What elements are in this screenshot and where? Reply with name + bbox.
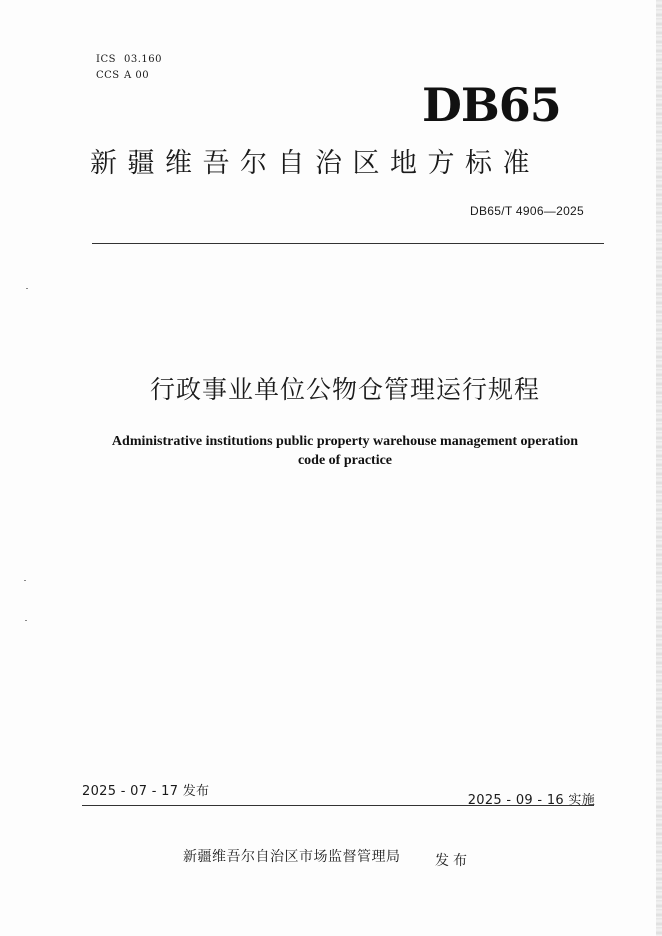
- publish-label: 发布: [435, 853, 471, 869]
- title-chinese: 行政事业单位公物仓管理运行规程: [149, 375, 540, 404]
- issue-date: 2025 - 07 - 17 发布: [82, 784, 210, 799]
- standard-number: DB65/T 4906—2025: [470, 204, 584, 218]
- ics-label: ICS: [96, 54, 116, 65]
- footer-divider: [82, 805, 594, 806]
- ics-code: 03.160: [124, 54, 162, 65]
- ccs-label: CCS: [96, 70, 120, 81]
- classification-codes: [96, 52, 162, 84]
- header-divider: [92, 243, 604, 244]
- ccs-row: [96, 68, 162, 84]
- publisher-name: 新疆维吾尔自治区市场监督管理局: [183, 849, 401, 865]
- effective-date: 2025 - 09 - 16 实施: [467, 793, 595, 808]
- standard-type-heading: 新疆维吾尔自治区地方标准: [90, 148, 540, 179]
- title-english-line1: Administrative institutions public property warehouse management operation: [111, 434, 579, 449]
- ccs-code: A 00: [124, 70, 150, 81]
- scan-speck: [24, 580, 26, 581]
- scan-speck: [25, 620, 27, 621]
- db65-logo: DB65: [422, 78, 561, 132]
- ics-row: [96, 52, 162, 68]
- title-english: [80, 432, 610, 470]
- scan-speck: [26, 288, 28, 289]
- title-english-line2: code of practice: [297, 453, 393, 468]
- scan-edge: [656, 0, 662, 936]
